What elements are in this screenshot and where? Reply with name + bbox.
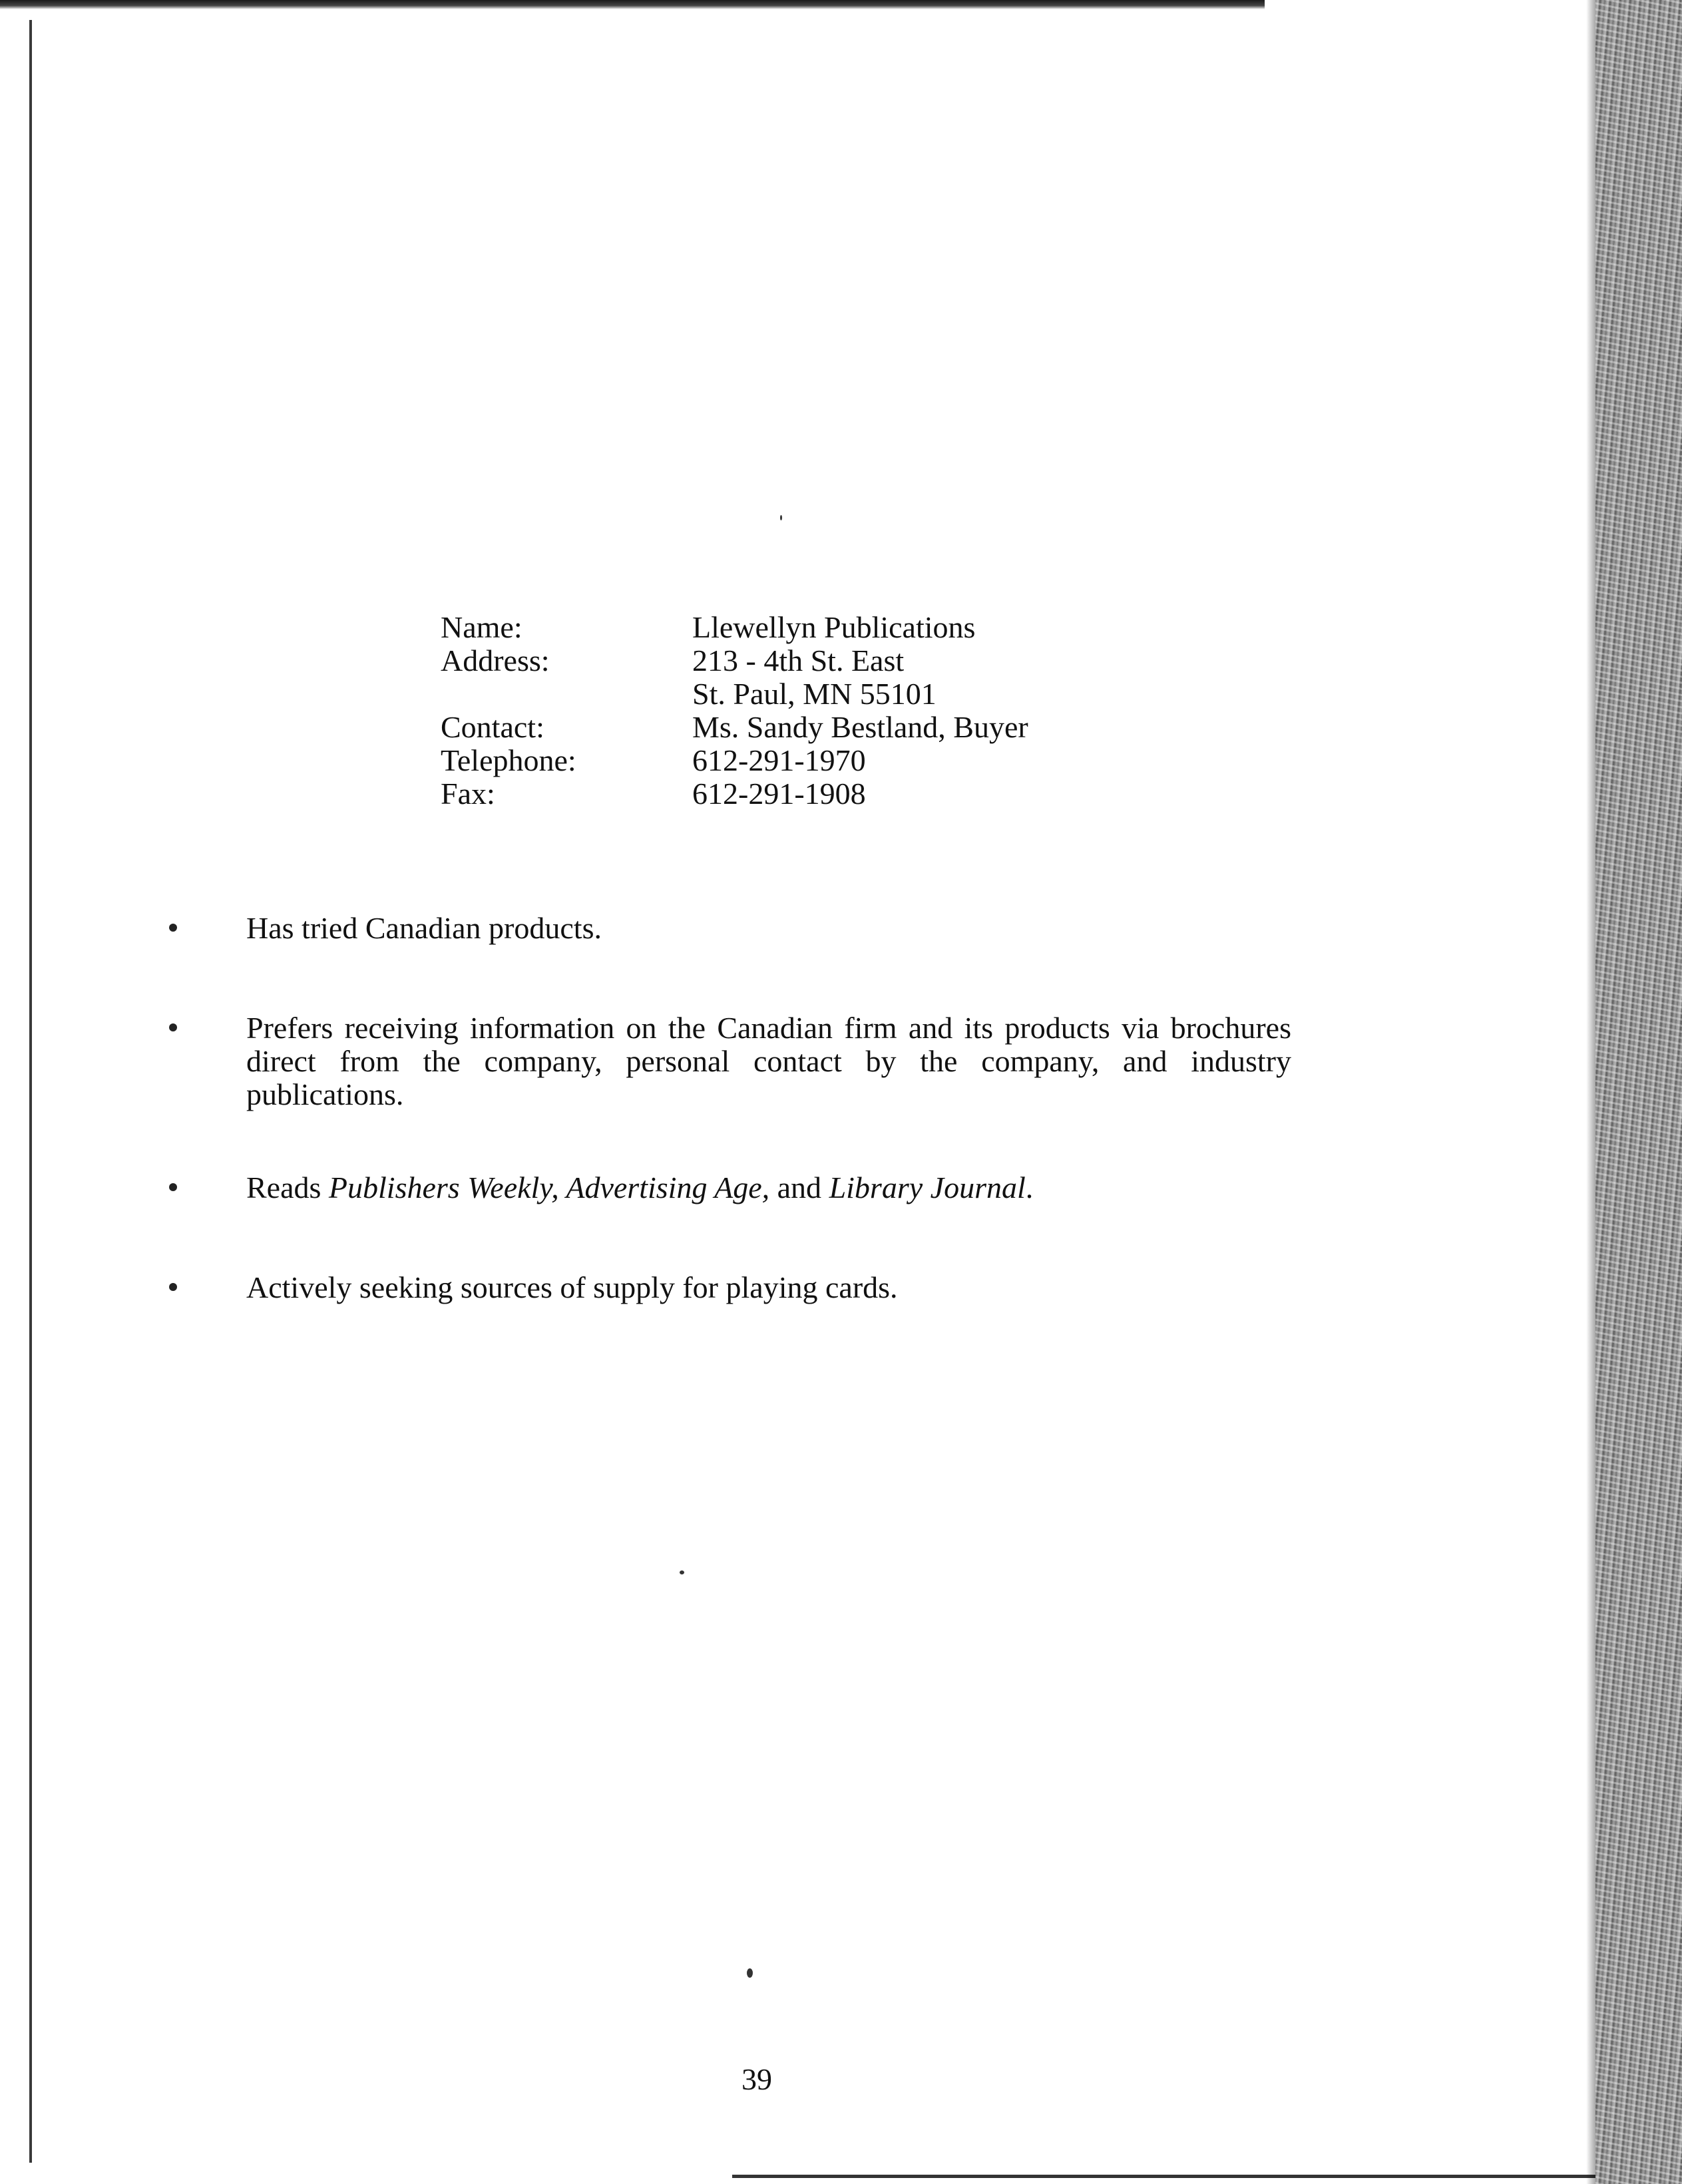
address-line-2: St. Paul, MN 55101: [692, 677, 937, 711]
fax-value: 612-291-1908: [692, 777, 866, 811]
bullet-text-4: Actively seeking sources of supply for playing cards.: [246, 1270, 898, 1304]
page-number: 39: [741, 2062, 772, 2096]
bullet-text-3: [246, 1171, 1291, 1204]
address-label: Address:: [441, 643, 550, 677]
scan-left-edge: [29, 20, 32, 2163]
scan-bottom-edge: [732, 2175, 1617, 2178]
bullet-text-1: Has tried Canadian products.: [246, 911, 602, 945]
reads-suffix: .: [1025, 1171, 1034, 1204]
scan-top-edge: [0, 0, 1265, 9]
bullet-dot: [169, 924, 177, 932]
bullet-dot: [169, 1283, 177, 1291]
publication-title-2: Library Journal: [829, 1171, 1026, 1204]
fax-label: Fax:: [441, 777, 495, 811]
name-label: Name:: [441, 610, 523, 644]
bullet-dot: [169, 1023, 177, 1031]
address-line-1: 213 - 4th St. East: [692, 643, 905, 677]
scan-speck: [680, 1570, 684, 1574]
reads-prefix: Reads: [246, 1171, 329, 1204]
scan-binding-edge: [1595, 0, 1682, 2184]
scan-binding-shadow: [1586, 0, 1595, 2184]
telephone-label: Telephone:: [441, 743, 576, 777]
reads-conjunction: and: [769, 1171, 829, 1204]
scan-speck: [747, 1968, 753, 1978]
bullet-text-2: Prefers receiving information on the Canadian firm and its products via brochures direct from the company, personal contact by the company, and industry publications.: [246, 1011, 1291, 1111]
bullet-dot: [169, 1183, 177, 1191]
name-value: Llewellyn Publications: [692, 610, 976, 644]
publication-titles-1: Publishers Weekly, Advertising Age,: [328, 1171, 770, 1204]
telephone-value: 612-291-1970: [692, 743, 866, 777]
contact-value: Ms. Sandy Bestland, Buyer: [692, 710, 1028, 744]
contact-label: Contact:: [441, 710, 544, 744]
scan-speck: [780, 515, 782, 520]
